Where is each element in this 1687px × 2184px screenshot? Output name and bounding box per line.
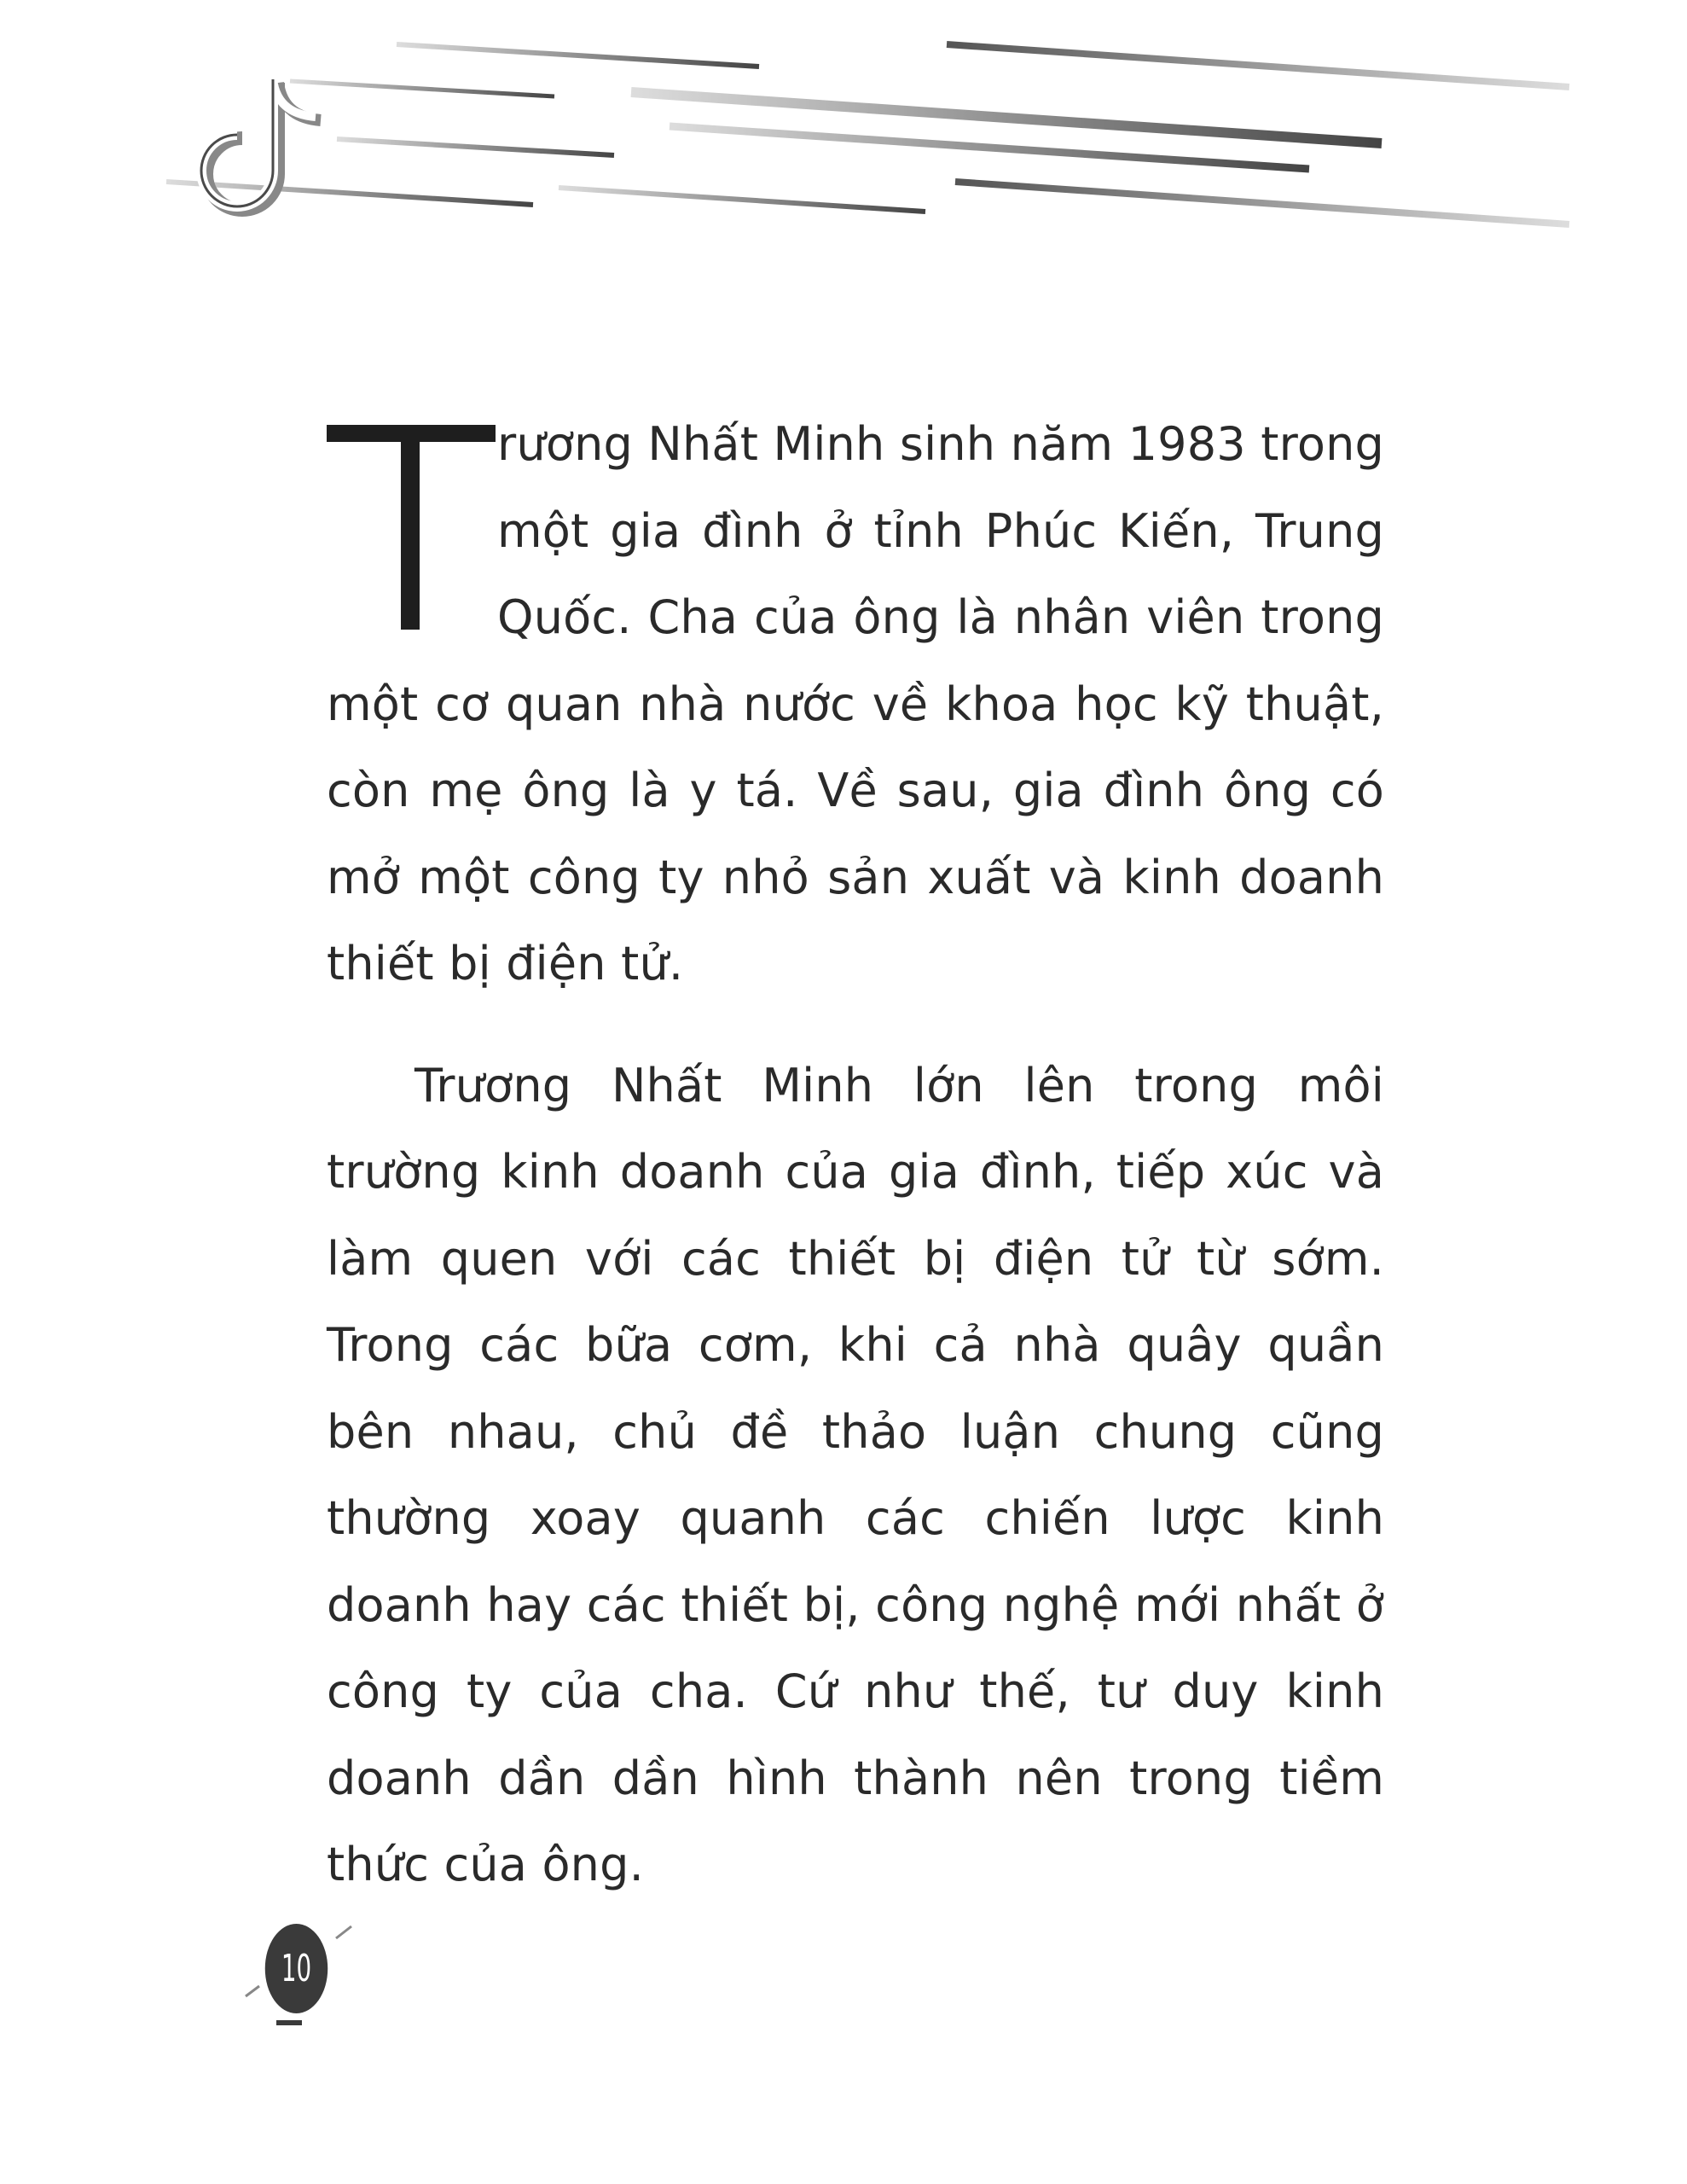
speed-lines bbox=[166, 44, 1569, 224]
paragraph-1 bbox=[327, 401, 1384, 1008]
paragraph-2-text: Trương Nhất Minh lớn lên trong môi trường kinh doanh của gia đình, tiếp xúc và làm quen với các thiết bị điện tử từ sớm. Trong các bữa cơm, khi cả nhà quây quần bên nhau, chủ đề thảo luận chung cũng thường xoay quanh các chiến lược kinh doanh hay các thiết bị, công nghệ mới nhất ở công ty của cha. Cứ như thế, tư duy kinh doanh dần dần hình thành nên trong tiềm thức của ông. bbox=[327, 1058, 1384, 1891]
paragraph-2 bbox=[327, 1043, 1384, 1908]
chapter-body bbox=[327, 401, 1384, 1908]
header-decoration bbox=[0, 0, 1687, 256]
drop-cap bbox=[327, 401, 497, 648]
page-number: 10 bbox=[265, 1924, 328, 2013]
paragraph-1-text: rương Nhất Minh sinh năm 1983 trong một gia đình ở tỉnh Phúc Kiến, Trung Quốc. Cha của ông là nhân viên trong một cơ quan nhà nước về khoa học kỹ thuật, còn mẹ ông là y tá. Về sau, gia đình ông có mở một công ty nhỏ sản xuất và kinh doanh thiết bị điện tử. bbox=[327, 417, 1384, 990]
